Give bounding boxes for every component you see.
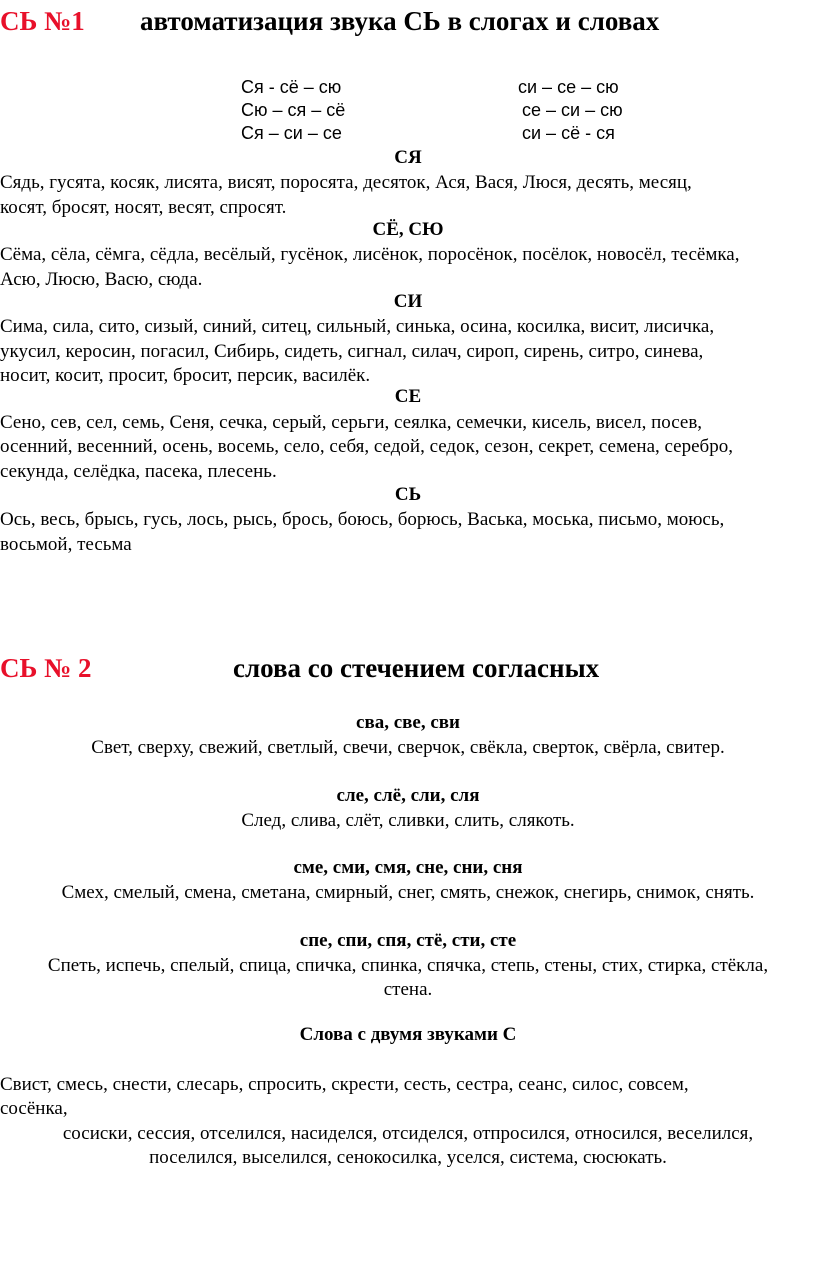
group-heading-syo-syu: СЁ, СЮ — [372, 219, 444, 240]
word-line: осенний, весенний, осень, восемь, село, себя, седой, седок, сезон, секрет, семена, серебро, — [0, 436, 733, 457]
word-line: Смех, смелый, смена, сметана, смирный, снег, смять, снежок, снегирь, снимок, снять. — [61, 882, 755, 903]
syllable-left-3: Ся – си – се — [241, 123, 342, 143]
syllable-left-1: Ся - сё – сю — [241, 77, 342, 97]
section2-title: слова со стечением согласных — [233, 653, 600, 683]
group-heading-two-s: Слова с двумя звуками С — [299, 1024, 517, 1045]
word-line: Асю, Люсю, Васю, сюда. — [0, 269, 203, 290]
group-heading-sya: СЯ — [394, 147, 422, 168]
syllable-right-1: си – се – сю — [518, 77, 619, 97]
word-line: сосёнка, — [0, 1098, 68, 1119]
section2-number: СЬ № 2 — [0, 653, 92, 683]
word-line: Спеть, испечь, спелый, спица, спичка, спинка, спячка, степь, стены, стих, стирка, стёкла, — [47, 955, 769, 976]
syllable-right-3: си – сё - ся — [522, 123, 615, 143]
word-line: Сима, сила, сито, сизый, синий, ситец, сильный, синька, осина, косилка, висит, лисичка, — [0, 316, 715, 337]
word-line: укусил, керосин, погасил, Сибирь, сидеть, сигнал, силач, сироп, сирень, ситро, синева, — [0, 341, 704, 362]
section1-number: СЬ №1 — [0, 6, 85, 36]
word-line: Свет, сверху, свежий, светлый, свечи, сверчок, свёкла, сверток, свёрла, свитер. — [91, 737, 725, 758]
word-line: косят, бросят, носят, весят, спросят. — [0, 197, 287, 218]
group-heading-sva: сва, све, сви — [356, 712, 460, 733]
syllable-right-2: се – си – сю — [522, 100, 623, 120]
group-heading-sme: сме, сми, смя, сне, сни, сня — [293, 857, 523, 878]
word-line: Сёма, сёла, сёмга, сёдла, весёлый, гусёнок, лисёнок, поросёнок, посёлок, новосёл, тесёмка, — [0, 244, 740, 265]
word-line: Сядь, гусята, косяк, лисята, висят, поросята, десяток, Ася, Вася, Люся, десять, месяц, — [0, 172, 692, 193]
word-line: След, слива, слёт, сливки, слить, слякоть. — [241, 810, 575, 831]
word-line: поселился, выселился, сенокосилка, уселся, система, сюсюкать. — [149, 1147, 667, 1168]
section1-title: автоматизация звука СЬ в слогах и словах — [140, 6, 660, 36]
group-heading-se: СЕ — [394, 386, 422, 407]
group-heading-s-soft: СЬ — [394, 484, 422, 505]
group-heading-si: СИ — [393, 291, 423, 312]
word-line: сосиски, сессия, отселился, насиделся, отсиделся, отпросился, относился, веселился, — [62, 1123, 754, 1144]
word-line: стена. — [383, 979, 433, 1000]
syllable-left-2: Сю – ся – сё — [241, 100, 346, 120]
word-line: Ось, весь, брысь, гусь, лось, рысь, брось, боюсь, борюсь, Васька, моська, письмо, моюсь, — [0, 509, 725, 530]
group-heading-spe: спе, спи, спя, стё, сти, сте — [299, 930, 517, 951]
group-heading-sle: сле, слё, сли, сля — [336, 785, 480, 806]
word-line: Сено, сев, сел, семь, Сеня, сечка, серый, серьги, сеялка, семечки, кисель, висел, посев, — [0, 412, 703, 433]
word-line: носит, косит, просит, бросит, персик, василёк. — [0, 365, 371, 386]
word-line: секунда, селёдка, пасека, плесень. — [0, 461, 277, 482]
word-line: восьмой, тесьма — [0, 534, 132, 555]
word-line: Свист, смесь, снести, слесарь, спросить, скрести, сесть, сестра, сеанс, силос, совсем, — [0, 1074, 689, 1095]
